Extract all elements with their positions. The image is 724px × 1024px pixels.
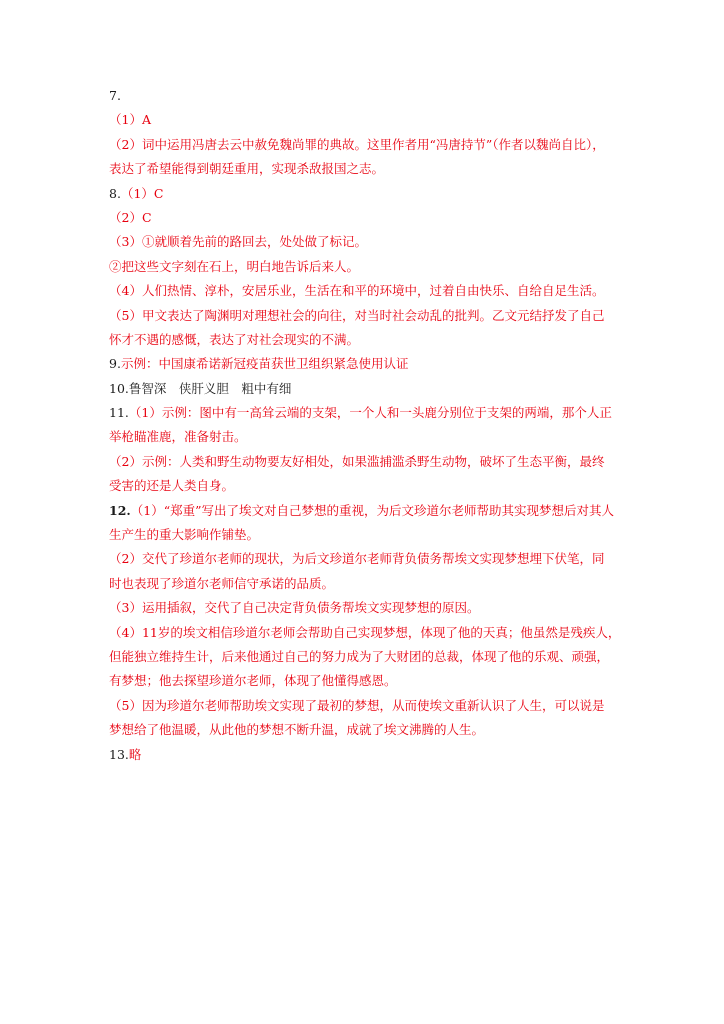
answer-line xyxy=(109,743,629,767)
answer-line xyxy=(109,596,629,620)
answer-line xyxy=(109,108,629,132)
answer-text: 时也表现了珍道尔老师信守承诺的品质。 xyxy=(109,575,335,591)
question-number: 10. xyxy=(109,380,129,396)
answer-line xyxy=(109,572,629,596)
answer-text: ②把这些文字刻在石上，明白地告诉后来人。 xyxy=(109,258,360,274)
answer-line xyxy=(109,133,629,157)
answer-line xyxy=(109,157,629,181)
answer-text: 受害的还是人类自身。 xyxy=(109,478,235,494)
answer-line xyxy=(109,84,629,108)
answer-line xyxy=(109,255,629,279)
answer-line xyxy=(109,401,629,425)
answer-line xyxy=(109,279,629,303)
answer-text: （2）词中运用冯唐去云中赦免魏尚罪的典故。这里作者用“冯唐持节”（作者以魏尚自比）， xyxy=(109,136,605,152)
answer-line xyxy=(109,425,629,449)
answer-key xyxy=(109,84,629,767)
answer-text: （2）示例：人类和野生动物要友好相处，如果滥捕滥杀野生动物，破坏了生态平衡，最终 xyxy=(109,453,605,469)
answer-text: （1）示例：图中有一高耸云端的支架，一个人和一头鹿分别位于支架的两端，那个人正 xyxy=(128,405,612,421)
answer-text: 示例：中国康希诺新冠疫苗获世卫组织紧急使用认证 xyxy=(120,356,409,372)
question-number: 9. xyxy=(109,356,121,372)
answer-text: 怀才不遇的感慨，表达了对社会现实的不满。 xyxy=(109,331,360,347)
answer-text: 但能独立维持生计，后来他通过自己的努力成为了大财团的总裁，体现了他的乐观、顽强， xyxy=(109,648,610,664)
answer-text: （3）运用插叙，交代了自己决定背负债务帮埃文实现梦想的原因。 xyxy=(109,600,480,616)
answer-line xyxy=(109,621,629,645)
answer-text: 鲁智深 侠肝义胆 粗中有细 xyxy=(128,380,292,396)
answer-line xyxy=(109,328,629,352)
answer-text: 生产生的重大影响作铺垫。 xyxy=(109,527,260,543)
answer-line xyxy=(109,499,629,523)
answer-text: （1）A xyxy=(109,112,151,128)
question-number: 13. xyxy=(109,746,129,762)
answer-line xyxy=(109,450,629,474)
answer-text: （5）甲文表达了陶渊明对理想社会的向往，对当时社会动乱的批判。乙文元结抒发了自己 xyxy=(109,307,605,323)
answer-line xyxy=(109,304,629,328)
answer-line xyxy=(109,547,629,571)
answer-text: （4）11岁的埃文相信珍道尔老师会帮助自己实现梦想，体现了他的天真；他虽然是残疾人， xyxy=(109,624,621,640)
answer-line xyxy=(109,230,629,254)
answer-line xyxy=(109,474,629,498)
question-number: 11. xyxy=(109,405,129,421)
answer-line xyxy=(109,645,629,669)
answer-line xyxy=(109,377,629,401)
answer-text: （3）①就顺着先前的路回去，处处做了标记。 xyxy=(109,234,367,250)
answer-text: （1）“郑重”写出了埃文对自己梦想的重视，为后文珍道尔老师帮助其实现梦想后对其人 xyxy=(130,502,614,518)
answer-text: （2）交代了珍道尔老师的现状，为后文珍道尔老师背负债务帮埃文实现梦想埋下伏笔，同 xyxy=(109,551,605,567)
answer-line xyxy=(109,694,629,718)
answer-text: （5）因为珍道尔老师帮助埃文实现了最初的梦想，从而使埃文重新认识了人生，可以说是 xyxy=(109,697,605,713)
question-number: 12. xyxy=(109,502,131,518)
answer-text: 表达了希望能得到朝廷重用，实现杀敌报国之志。 xyxy=(109,161,385,177)
answer-text: 梦想给了他温暖，从此他的梦想不断升温，成就了埃文沸腾的人生。 xyxy=(109,722,485,738)
answer-line xyxy=(109,182,629,206)
answer-text: 略 xyxy=(128,746,142,762)
answer-line xyxy=(109,352,629,376)
answer-text: 有梦想；他去探望珍道尔老师，体现了他懂得感恩。 xyxy=(109,673,397,689)
answer-text: （4）人们热情、淳朴，安居乐业，生活在和平的环境中，过着自由快乐、自给自足生活。 xyxy=(109,283,605,299)
answer-text: （2）C xyxy=(109,209,152,225)
answer-text: 举枪瞄准鹿，准备射击。 xyxy=(109,429,247,445)
question-number: 8. xyxy=(109,185,121,201)
answer-line xyxy=(109,523,629,547)
answer-line xyxy=(109,206,629,230)
answer-text: （1）C xyxy=(120,185,164,201)
answer-line xyxy=(109,718,629,742)
answer-line xyxy=(109,669,629,693)
question-number: 7. xyxy=(109,88,121,103)
